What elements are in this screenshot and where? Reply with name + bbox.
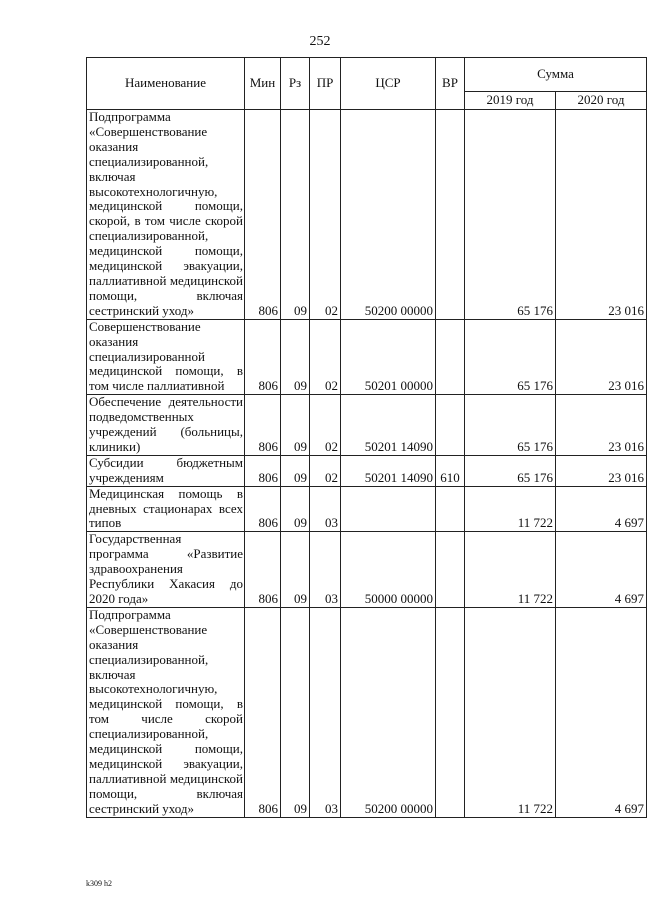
row-sum-2019: 65 176 [465, 395, 556, 456]
row-min: 806 [245, 395, 281, 456]
table-row [87, 486, 647, 532]
table-row [87, 319, 647, 395]
row-rz: 09 [281, 486, 310, 532]
row-csr [341, 486, 436, 532]
row-rz: 09 [281, 319, 310, 395]
row-pr: 02 [310, 319, 341, 395]
row-name: Подпрограмма «Совершенствование оказания специализированной, включая высокотехнологичную, медицинской помощи, скорой, в том числе скорой специализированной, медицинской помощи, медицинской эвакуации, паллиативной медицинской помощи, включая сестринский уход» [87, 110, 245, 320]
row-vr [436, 486, 465, 532]
row-min: 806 [245, 319, 281, 395]
header-year-2019: 2019 год [465, 92, 556, 110]
row-csr: 50201 14090 [341, 455, 436, 486]
row-sum-2020: 4 697 [556, 486, 647, 532]
row-rz: 09 [281, 455, 310, 486]
row-sum-2019: 65 176 [465, 110, 556, 320]
header-sum: Сумма [465, 58, 647, 92]
row-csr: 50200 00000 [341, 110, 436, 320]
header-csr: ЦСР [341, 58, 436, 110]
row-sum-2019: 11 722 [465, 532, 556, 608]
row-min: 806 [245, 455, 281, 486]
header-min: Мин [245, 58, 281, 110]
row-name: Медицинская помощь в дневных стационарах всех типов [87, 486, 245, 532]
row-name: Совершенствование оказания специализированной медицинской помощи, в том числе паллиативной [87, 319, 245, 395]
table-row [87, 532, 647, 608]
row-vr: 610 [436, 455, 465, 486]
row-name: Подпрограмма «Совершенствование оказания специализированной, включая высокотехнологичную, медицинской помощи, в том числе скорой специализированной, медицинской помощи, медицинской эвакуации, паллиативной медицинской помощи, включая сестринский уход» [87, 607, 245, 817]
header-vr: ВР [436, 58, 465, 110]
row-min: 806 [245, 532, 281, 608]
row-name: Субсидии бюджетным учреждениям [87, 455, 245, 486]
table-row [87, 395, 647, 456]
row-sum-2019: 11 722 [465, 486, 556, 532]
row-sum-2020: 23 016 [556, 319, 647, 395]
row-pr: 02 [310, 455, 341, 486]
row-vr [436, 532, 465, 608]
row-min: 806 [245, 486, 281, 532]
row-pr: 03 [310, 607, 341, 817]
row-csr: 50201 00000 [341, 319, 436, 395]
row-csr: 50201 14090 [341, 395, 436, 456]
footer-code: k309 h2 [86, 879, 112, 888]
row-sum-2019: 65 176 [465, 455, 556, 486]
header-pr: ПР [310, 58, 341, 110]
row-rz: 09 [281, 607, 310, 817]
row-sum-2020: 23 016 [556, 110, 647, 320]
row-csr: 50200 00000 [341, 607, 436, 817]
row-csr: 50000 00000 [341, 532, 436, 608]
row-vr [436, 110, 465, 320]
header-name: Наименование [87, 58, 245, 110]
row-pr: 02 [310, 110, 341, 320]
row-min: 806 [245, 607, 281, 817]
row-pr: 02 [310, 395, 341, 456]
row-rz: 09 [281, 395, 310, 456]
row-sum-2020: 4 697 [556, 532, 647, 608]
page-number: 252 [309, 34, 331, 49]
row-min: 806 [245, 110, 281, 320]
budget-table [86, 57, 647, 818]
row-sum-2020: 4 697 [556, 607, 647, 817]
row-pr: 03 [310, 486, 341, 532]
row-vr [436, 607, 465, 817]
header-year-2020: 2020 год [556, 92, 647, 110]
row-sum-2019: 11 722 [465, 607, 556, 817]
row-pr: 03 [310, 532, 341, 608]
row-sum-2019: 65 176 [465, 319, 556, 395]
row-sum-2020: 23 016 [556, 455, 647, 486]
row-name: Обеспечение деятельности подведомственных учреждений (больницы, клиники) [87, 395, 245, 456]
table-row [87, 110, 647, 320]
row-vr [436, 395, 465, 456]
row-vr [436, 319, 465, 395]
row-rz: 09 [281, 532, 310, 608]
row-rz: 09 [281, 110, 310, 320]
table-row [87, 455, 647, 486]
row-name: Государственная программа «Развитие здравоохранения Республики Хакасия до 2020 года» [87, 532, 245, 608]
row-sum-2020: 23 016 [556, 395, 647, 456]
header-rz: Рз [281, 58, 310, 110]
table-row [87, 607, 647, 817]
